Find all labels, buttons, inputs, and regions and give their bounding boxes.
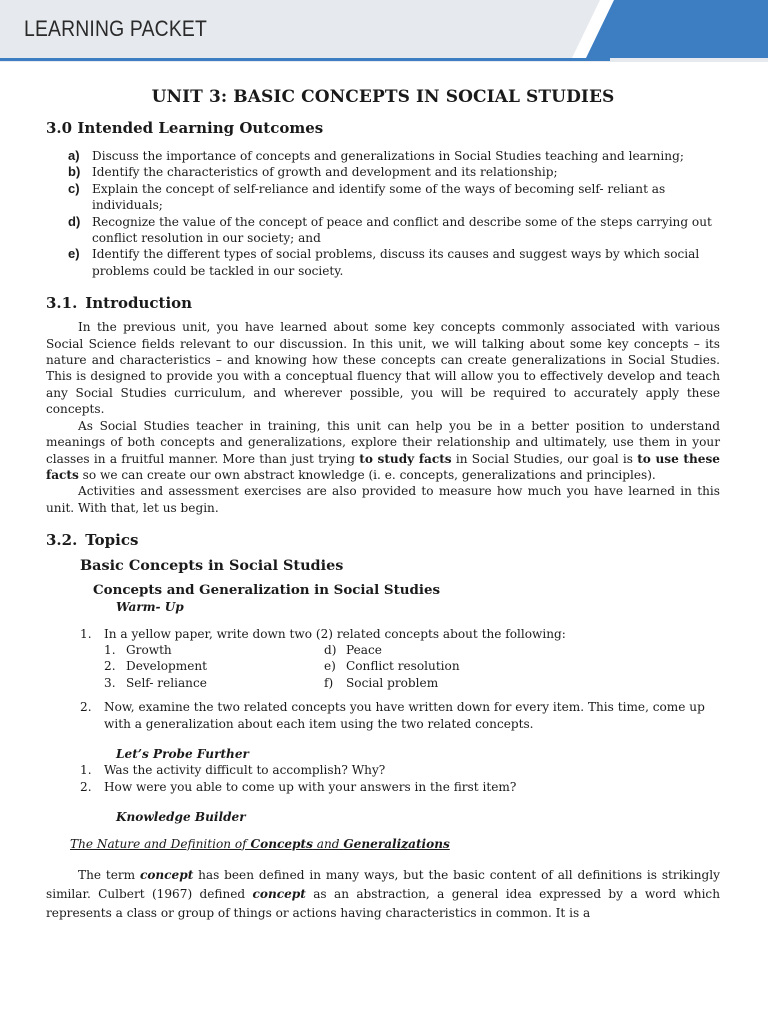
concept-paragraph <box>46 866 720 923</box>
bold-phrase: Generalizations <box>343 836 450 851</box>
list-text: Social problem <box>346 675 439 690</box>
list-text: Discuss the importance of concepts and generalizations in Social Studies teaching and learning; <box>92 149 684 163</box>
header-title: LEARNING PACKET <box>24 16 208 41</box>
warmup-concepts-grid <box>104 642 720 691</box>
list-marker: a) <box>68 148 80 163</box>
list-item <box>46 626 720 642</box>
list-marker: 1. <box>104 642 116 657</box>
knowledge-builder-label: Knowledge Builder <box>116 810 246 825</box>
text-run: has been defined in many ways, but the basic content of all definitions is strikingly similar. Culbert (1967) defined <box>46 868 720 901</box>
list-text: Conflict resolution <box>346 659 460 674</box>
list-text: Identify the characteristics of growth and development and its relationship; <box>92 165 558 180</box>
list-text: In a yellow paper, write down two (2) related concepts about the following: <box>104 626 566 641</box>
list-marker: 1. <box>80 626 92 641</box>
section-number: 3.1. <box>46 294 78 313</box>
text-run: The term <box>78 868 140 882</box>
list-item <box>46 214 720 247</box>
grid-item <box>104 658 324 674</box>
list-item <box>46 762 720 778</box>
intro-heading <box>46 293 720 313</box>
topics-heading <box>46 530 720 550</box>
text-run: The Nature and Definition of <box>70 836 251 851</box>
warmup-label: Warm- Up <box>116 600 184 615</box>
text-run: in Social Studies, our goal is <box>451 451 638 466</box>
text-run: as an abstraction, a general idea expressed by a word which represents a class or group of things or actions having characteristics in common. It is a <box>46 887 720 920</box>
warmup-list <box>46 626 720 642</box>
probe-list <box>46 762 720 795</box>
list-text: Peace <box>346 642 382 657</box>
list-marker: 1. <box>80 763 92 778</box>
list-text: Development <box>126 659 208 674</box>
bold-italic-term: concept <box>139 868 194 882</box>
list-marker: e) <box>324 659 336 674</box>
list-marker: d) <box>68 213 81 229</box>
warmup-list-2 <box>46 699 720 732</box>
bold-phrase: to study facts <box>359 451 452 466</box>
list-marker: c) <box>68 180 80 196</box>
list-marker: 2. <box>80 779 92 794</box>
intro-paragraph-1: In the previous unit, you have learned about some key concepts commonly associated with various Social Science fields relevant to our discussion. In this unit, we will talking about some key concepts – its nature and characteristics – and knowing how these concepts can create generalizations in Social Studies. This is designed to provide you with a conceptual fluency that will allow you to effectively develop and teach any Social Studies curriculum, and wherever possible, you will be required to accurately apply these concepts. <box>46 320 720 417</box>
text-run: As Social Studies teacher in training, this unit can help you be in a better position to understand meanings of both concepts and generalizations, explore their relationship and ultimately, use them in your classes in a fruitful manner. More than just trying <box>46 418 720 466</box>
list-marker: 3. <box>104 675 116 690</box>
list-marker: 2. <box>104 659 116 674</box>
list-item <box>46 148 720 164</box>
intro-paragraph-3: Activities and assessment exercises are also provided to measure how much you have learned in this unit. With that, let us begin. <box>46 484 720 515</box>
list-text: Growth <box>126 642 172 657</box>
text-run: so we can create our own abstract knowledge (i. e. concepts, generalizations and principles). <box>78 467 656 482</box>
page-content <box>46 86 720 923</box>
grid-item <box>104 642 324 658</box>
grid-item <box>104 675 324 691</box>
outcomes-list <box>46 148 720 279</box>
list-marker: d) <box>324 642 337 657</box>
list-item <box>46 699 720 732</box>
section-number: 3.2. <box>46 531 78 550</box>
list-item <box>46 181 720 214</box>
section-number: 3.0 <box>46 119 73 137</box>
list-item <box>46 779 720 795</box>
probe-label: Let’s Probe Further <box>116 746 249 761</box>
nature-heading <box>70 836 720 852</box>
list-marker: b) <box>68 164 81 180</box>
list-text: Recognize the value of the concept of peace and conflict and describe some of the steps carrying out conflict resolution in our society; and <box>92 214 712 246</box>
text-run: and <box>312 836 344 851</box>
list-text: Self- reliance <box>126 675 207 690</box>
bold-phrase: to use these facts <box>46 451 720 482</box>
grid-item <box>324 675 564 691</box>
outcomes-heading <box>46 118 720 138</box>
list-text: How were you able to come up with your answers in the first item? <box>104 779 517 794</box>
bold-phrase: Concepts <box>250 836 313 851</box>
list-marker: e) <box>68 246 80 262</box>
header-underline <box>0 58 610 61</box>
list-marker: 2. <box>80 700 92 715</box>
topics-subsubheading: Concepts and Generalization in Social Studies <box>93 582 441 599</box>
grid-item <box>324 658 564 674</box>
section-title: Introduction <box>85 294 193 313</box>
topics-subheading: Basic Concepts in Social Studies <box>80 557 344 575</box>
header-banner <box>0 0 768 62</box>
list-text: Was the activity difficult to accomplish? Why? <box>104 763 386 778</box>
list-text: Explain the concept of self-reliance and identify some of the ways of becoming self- reliant as individuals; <box>92 181 666 213</box>
list-item <box>46 164 720 180</box>
section-title: Topics <box>85 531 139 550</box>
list-marker: f) <box>324 675 334 690</box>
unit-title: UNIT 3: BASIC CONCEPTS IN SOCIAL STUDIES <box>151 87 615 107</box>
intro-paragraph-2 <box>46 418 720 484</box>
grid-item <box>324 642 564 658</box>
list-text: Now, examine the two related concepts you have written down for every item. This time, come up with a generalization about each item using the two related concepts. <box>104 700 705 731</box>
list-text: Identify the different types of social problems, discuss its causes and suggest ways by which social problems could be tackled in our society. <box>92 247 700 278</box>
list-item <box>46 246 720 279</box>
bold-italic-term: concept <box>252 887 306 901</box>
section-title: Intended Learning Outcomes <box>77 119 324 137</box>
